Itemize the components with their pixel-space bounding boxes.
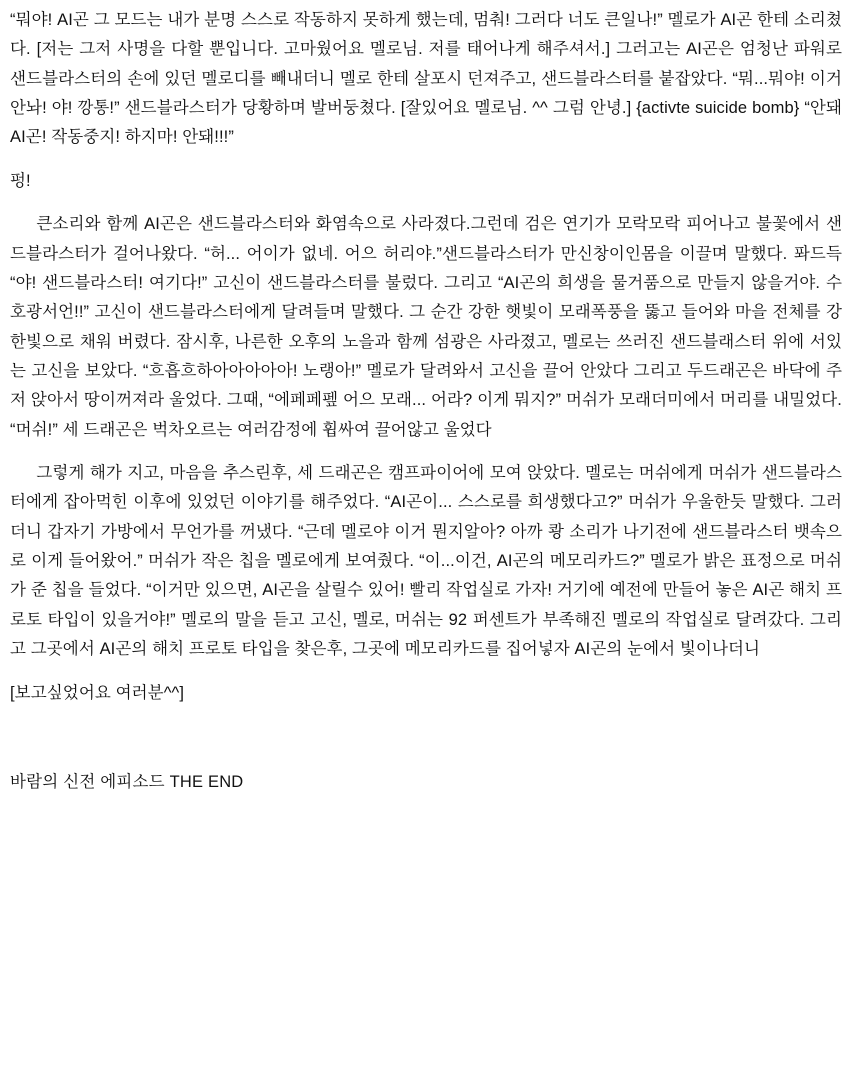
story-paragraph: 펑! [10, 171, 31, 190]
story-paragraph: 큰소리와 함께 AI곤은 샌드블라스터와 화염속으로 사라졌다.그런데 검은 연기가 모락모락 피어나고 불꽃에서 샌드블라스터가 걸어나왔다. “허... 어이가 없네. 어으 허리야.”샌드블라스터가 만신창이인몸을 이끌며 말했다. 퐈드득 “야! 샌드블라스터! 여기다!” 고신이 샌드블라스터를 불렀다. 그리고 “AI곤의 희생을 물거품으로 만들지 않을거야. 수호광서언!!” 고신이 샌드블라스터에게 달려들며 말했다. 그 순간 강한 햇빛이 모래폭풍을 뚫고 들어와 마을 전체를 강한빛으로 채워 버렸다. 잠시후, 나른한 오후의 노을과 함께 섬광은 사라졌고, 멜로는 쓰러진 샌드블래스터 위에 서있는 고신을 보았다. “흐흡흐하아아아아아! 노랭아!” 멜로가 달려와서 고신을 끌어 안았다 그리고 두드래곤은 바닥에 주저 앉아서 땅이꺼져라 울었다. 그때, “에페페펲 어으 모래... 어라? 이게 뭐지?” 머쉬가 모래더미에서 머리를 내밀었다. “머쉬!” 세 드래곤은 벅차오르는 여러감정에 휩싸여 끌어않고 울었다 [10, 215, 842, 439]
story-paragraph: [보고싶었어요 여러분^^] [10, 683, 185, 702]
story-paragraph: 그렇게 해가 지고, 마음을 추스린후, 세 드래곤은 캠프파이어에 모여 앉았다. 멜로는 머쉬에게 머쉬가 샌드블라스터에게 잡아먹힌 이후에 있었던 이야기를 해주었다. “AI곤이... 스스로를 희생했다고?” 머쉬가 우울한듯 말했다. 그러더니 갑자기 가방에서 무언가를 꺼냈다. “근데 멜로야 이거 뭔지알아? 아까 쾅 소리가 나기전에 샌드블라스터 뱃속으로 이게 들어왔어.” 머쉬가 작은 칩을 멜로에게 보여줬다. “이...이건, AI곤의 메모리카드?” 멜로가 밝은 표정으로 머쉬가 준 칩을 들었다. “이거만 있으면, AI곤을 살릴수 있어! 빨리 작업실로 가자! 거기에 예전에 만들어 놓은 AI곤 해치 프로토 타입이 있을거야!” 멜로의 말을 듣고 고신, 멜로, 머쉬는 92 퍼센트가 부족해진 멜로의 작업실로 달려갔다. 그리고 그곳에서 AI곤의 해치 프로토 타입을 찾은후, 그곳에 메모리카드를 집어넣자 AI곤의 눈에서 빛이나더니 [10, 464, 842, 659]
section-spacer [10, 722, 842, 768]
ending-line: 바람의 신전 에피소드 THE END [10, 772, 244, 791]
story-paragraph: “뭐야! AI곤 그 모드는 내가 분명 스스로 작동하지 못하게 했는데, 멈춰! 그러다 너도 큰일나!” 멜로가 AI곤 한테 소리쳤다. [저는 그저 사명을 다할 뿐입니다. 고마웠어요 멜로님. 저를 태어나게 해주셔서.] 그러고는 AI곤은 엄청난 파워로 샌드블라스터의 손에 있던 멜로디를 빼내더니 멜로 한테 살포시 던져주고, 샌드블라스터를 붙잡았다. “뭐...뭐야! 이거 안놔! 야! 깡통!” 샌드블라스터가 당황하며 발버둥쳤다. [잘있어요 멜로님. ^^ 그럼 안녕.] {activte suicide bomb} “안돼 AI곤! 작동중지! 하지마! 안돼!!!” [10, 11, 842, 147]
